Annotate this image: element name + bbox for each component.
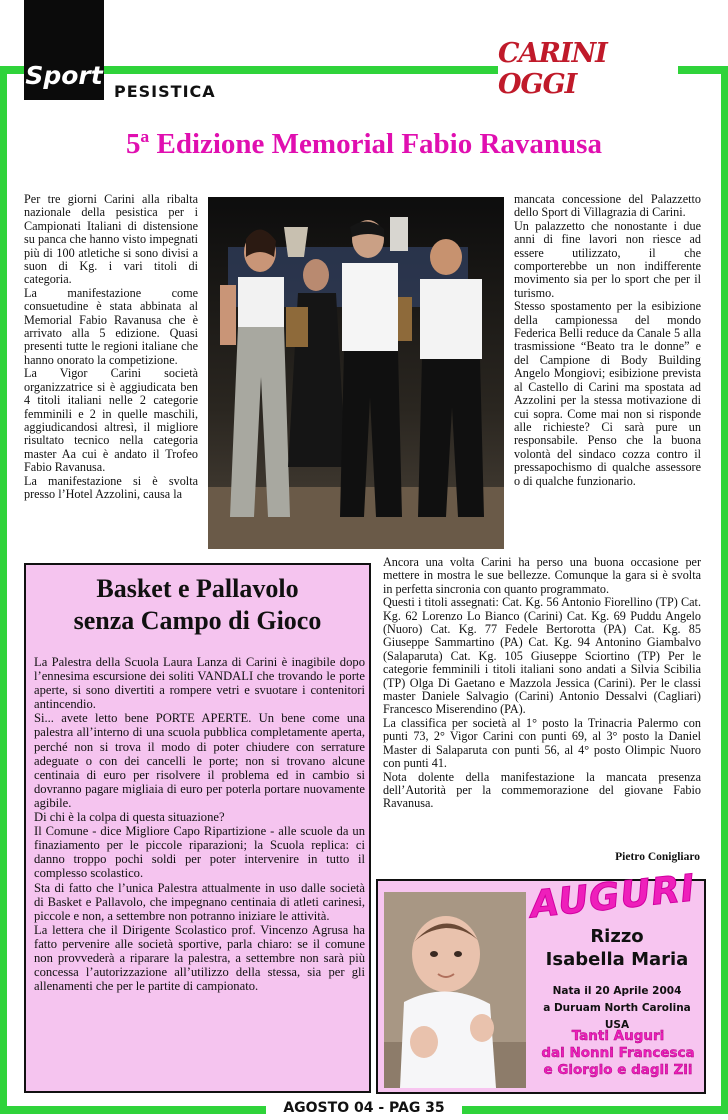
article-column-3 [383,556,701,811]
article-column-2 [514,193,701,488]
paragraph: Il Comune - dice Migliore Capo Ripartizione - alle scuole da un finaziamento per le piccole riparazioni; la Scuola replica: ci danno troppo pochi soldi per poter intervenire in tutto il complesso scolastico. [34,824,365,881]
paragraph: La classifica per società al 1° posto la Trinacria Palermo con punti 73, 2° Vigor Carini con punti 69, al 3° posto la Daniel Master di Salaparuta con punti 56, al 4° posto Olimpic Nuoro con punti 41. [383,715,701,771]
basket-headline-line-1: Basket e Pallavolo [96,574,299,603]
sport-label: Sport [25,61,103,90]
auguri-given-name: Isabella Maria [545,949,689,970]
article-headline: 5ª Edizione Memorial Fabio Ravanusa [126,128,602,160]
birth-line-1: Nata il 20 Aprile 2004 [552,985,682,997]
auguri-birth-info [532,983,702,1034]
paragraph: La manifestazione si è svolta presso l’Hotel Azzolini, causa la [24,473,198,501]
paragraph: La Palestra della Scuola Laura Lanza di Carini è inagibile dopo l’ennesima escursione dei soliti VANDALI che trovando le porte aperte, si sono divertiti a rompere vetri e svuotare i contenitori antincendio. [34,655,365,712]
paragraph: Nota dolente della manifestazione la mancata presenza dell’Autorità per la commemorazione del giovane Fabio Ravanusa. [383,769,701,811]
paragraph: Per tre giorni Carini alla ribalta nazionale della pesistica per i Campionati Italiani di distensione su panca che hanno visto impegnati più di 100 atletiche si sono divisi a suon di Kg. i vari titoli di categoria. [24,192,198,287]
masthead-logo: CARINI OGGI [498,48,678,90]
paragraph: La lettera che il Dirigente Scolastico prof. Vincenzo Agrusa ha fatto pervenire alle società sportive, parla chiaro: se il comune non provvederà a riparare la palestra, a settembre non sarà più concessa l’autorizzazione all’utilizzo della stessa, sia per gli allenamenti che per le partite di campionato. [34,922,365,994]
section-label: PESISTICA [114,82,216,101]
birth-line-2: a Duruam North Carolina USA [543,1002,691,1031]
article-byline: Pietro Conigliaro [615,851,700,863]
paragraph: Di chi è la colpa di questa situazione? [34,810,225,825]
wish-line-2: dai Nonni Francesca [541,1045,695,1061]
paragraph: mancata concessione del Palazzetto dello Sport di Villagrazia di Carini. [514,192,701,220]
basket-article-body [34,655,365,993]
basket-headline [24,573,371,637]
baby-photo-illustration [384,892,526,1088]
paragraph: Stesso spostamento per la esibizione della campionessa del mondo Federica Belli reduce da Canale 5 alla trasmissione “Beato tra le donne” e del Campione di Body Building Angelo Mongiovi; esibizione prevista al Castello di Carini ma spostata ad Azzolini per la stessa motivazione di cui sopra. Come mai non si risponde alle richieste? Ci sarà pure un responsabile. Penso che la buona volontà del sindaco cozza contro il pressapochismo di qualche assessore o di qualche funzionario. [514,299,701,488]
auguri-title: AUGURI [528,866,698,927]
paragraph: Ancora una volta Carini ha perso una buona occasione per mettere in mostra le sue bellezze. Comunque la gara si è svolta in perfetta sincronia con quanto programmato. [383,555,701,596]
paragraph: Sta di fatto che l’unica Palestra attualmente in uso dalle società di Basket e Pallavolo, che impegnano centinaia di atleti carinesi, piccole e non, a settembre non potranno iniziare le attività. [34,880,365,923]
paragraph: La manifestazione come consuetudine è stata abbinata al Memorial Fabio Ravanusa che è arrivato alla 5 edizione. Quasi presenti tutte le regioni italiane che hanno onorato la competizione. [24,285,198,367]
basket-headline-line-2: senza Campo di Gioco [73,606,322,635]
photo-illustration [208,197,504,549]
wish-line-3: e Giorgio e dagli Zii [543,1062,693,1078]
paragraph: Un palazzetto che nonostante i due anni di fine lavori non riesce ad essere utilizzato, il che comporterebbe un non indifferente movimento sia per lo sport che per il turismo. [514,218,701,300]
paragraph: Questi i titoli assegnati: Cat. Kg. 56 Antonio Fiorellino (TP) Cat. Kg. 62 Lorenzo Lo Bianco (Carini) Cat. Kg. 69 Puddu Angelo (Nuoro) Cat. Kg. 77 Fedele Bertorotta (PA) Cat. Kg. 85 Giuseppe Sammartino (PA) Cat. Kg. 94 Antonino Giambalvo (Salaparuta) Cat. Kg. 105 Giuseppe Sciortino (TP) Per le categorie femminili i titoli italiani sono andati a Silvia Scibilia (TP) Olga Di Gaetano e Mazzola Jessica (Carini). Per le classi master Daniele Salvagio (Carini) Antonio Dessalvi (Cagliari) Francesco Miserendino (PA). [383,595,701,717]
wish-line-1: Tanti Auguri [571,1028,665,1044]
paragraph: Si... avete letto bene PORTE APERTE. Un bene come una palestra all’interno di una scuola pubblica completamente aperta, perché non si trova il modo di poter chiudere con serrature adeguate o con dei cancelli le porte; non si trovano alcune centinaia di euro per risolvere il problema ed in cambio si dovranno pagare migliaia di euro per poterla portare nuovamente agibile. [34,711,365,810]
award-ceremony-photo [208,197,504,549]
article-column-1 [24,193,198,501]
green-frame-left [0,66,7,1114]
green-frame-right [721,66,728,1114]
sport-section-tab [24,0,104,100]
baby-photo [384,892,526,1088]
auguri-person-name [532,925,702,971]
paragraph: La Vigor Carini società organizzatrice si è aggiudicata ben 4 titoli italiani nelle 2 categorie femminili e 2 in quelle maschili, aggiudicandosi altresì, il migliore risultato tecnico nella categoria master Aa cui è andato il Trofeo Fabio Ravanusa. [24,366,198,475]
page-footer: AGOSTO 04 - PAG 35 [266,1100,462,1120]
auguri-wishes [530,1028,706,1079]
auguri-surname: Rizzo [590,926,644,947]
